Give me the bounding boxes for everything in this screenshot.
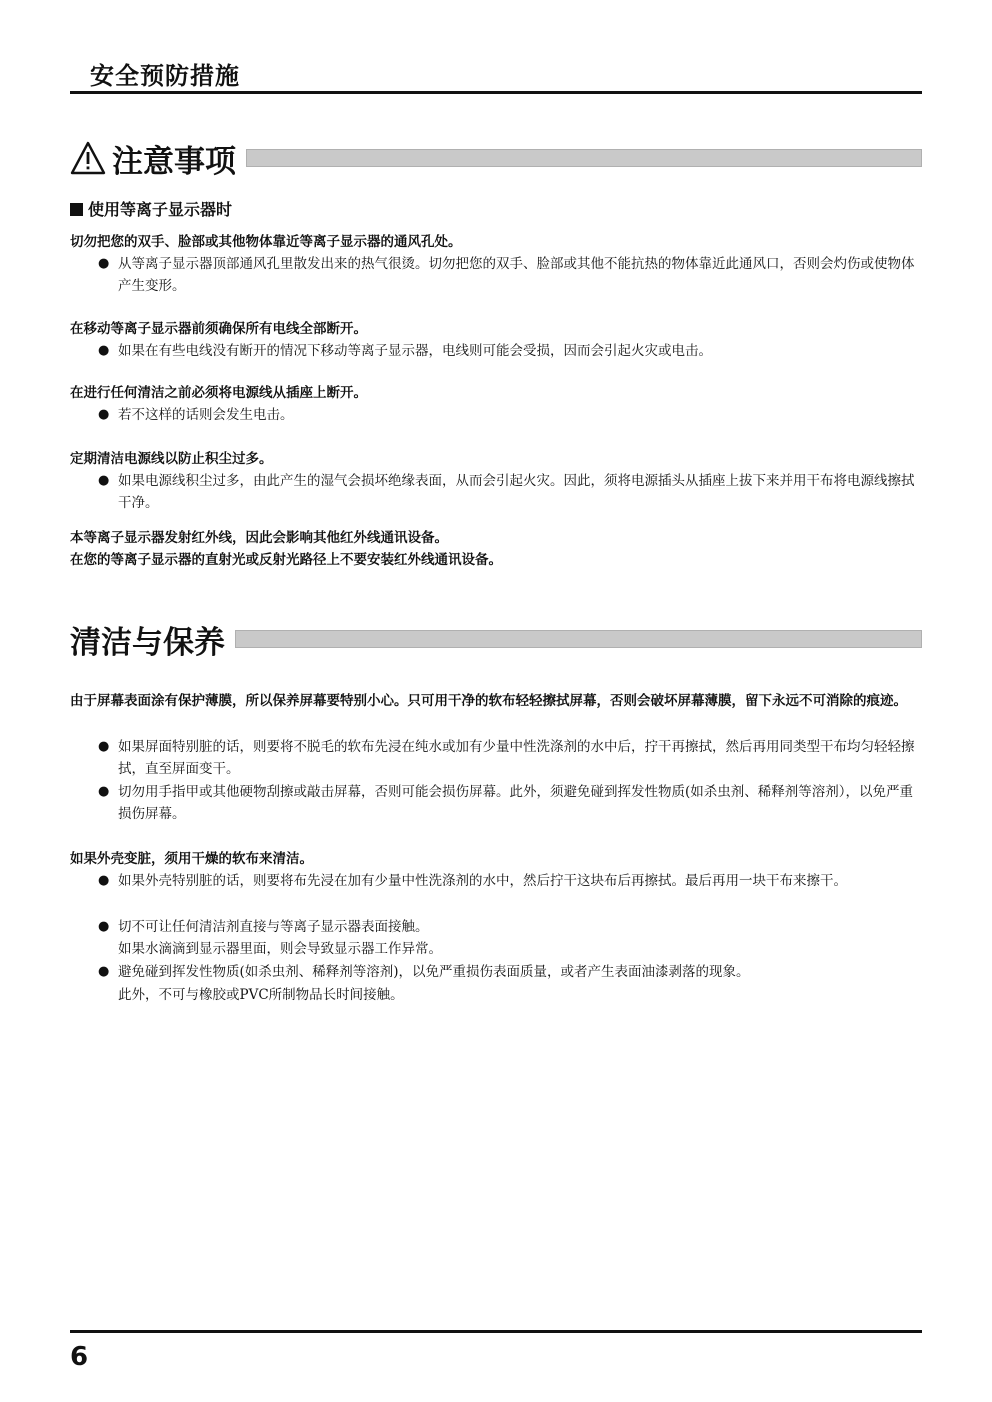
case-care-bullet-1 bbox=[98, 870, 924, 892]
infrared-line-2: 在您的等离子显示器的直射光或反射光路径上不要安装红外线通讯设备。 bbox=[70, 552, 502, 568]
bullet-dot-icon: ● bbox=[98, 964, 110, 979]
caution-heading-bar bbox=[246, 149, 922, 167]
caution-item-1-bullet bbox=[98, 253, 924, 297]
screen-care-bullet-1 bbox=[98, 736, 924, 780]
case-care-bullet-2-text: 切不可让任何清洁剂直接与等离子显示器表面接触。 bbox=[118, 919, 429, 935]
caution-heading-text: 注意事项 bbox=[112, 143, 236, 180]
warning-icon bbox=[70, 141, 106, 175]
bullet-dot-icon: ● bbox=[98, 256, 110, 271]
bullet-dot-icon: ● bbox=[98, 407, 110, 422]
caution-item-4-bullet-text: 如果电源线积尘过多，由此产生的湿气会损坏绝缘表面，从而会引起火灾。因此，须将电源插头从插座上拔下来并用干布将电源线擦拭干净。 bbox=[118, 473, 915, 511]
case-care-intro: 如果外壳变脏，须用干燥的软布来清洁。 bbox=[70, 851, 313, 867]
caution-item-2-bullet bbox=[98, 340, 924, 362]
case-care-bullet-3-text: 避免碰到挥发性物质(如杀虫剂、稀释剂等溶剂)，以免严重损伤表面质量，或者产生表面油漆剥落的现象。 bbox=[118, 964, 750, 980]
screen-care-intro: 由于屏幕表面涂有保护薄膜，所以保养屏幕要特别小心。只可用干净的软布轻轻擦拭屏幕，否则会破坏屏幕薄膜，留下永远不可消除的痕迹。 bbox=[70, 693, 907, 709]
bullet-dot-icon: ● bbox=[98, 784, 110, 799]
bullet-dot-icon: ● bbox=[98, 873, 110, 888]
caution-item-4: 定期清洁电源线以防止积尘过多。 bbox=[70, 451, 273, 467]
caution-heading bbox=[70, 136, 922, 180]
cleaning-heading bbox=[70, 617, 922, 661]
screen-care-bullet-1-text: 如果屏面特别脏的话，则要将不脱毛的软布先浸在纯水或加有少量中性洗涤剂的水中后，拧干再擦拭，然后再用同类型干布均匀轻轻擦拭，直至屏面变干。 bbox=[118, 739, 915, 777]
caution-item-4-bullet bbox=[98, 470, 924, 514]
page-header-title: 安全预防措施 bbox=[90, 62, 240, 90]
square-bullet-icon bbox=[70, 203, 83, 216]
footer-rule bbox=[70, 1330, 922, 1333]
caution-item-3-bullet bbox=[98, 404, 924, 426]
case-care-bullet-2 bbox=[98, 916, 924, 938]
header-rule bbox=[70, 91, 922, 94]
caution-item-2: 在移动等离子显示器前须确保所有电线全部断开。 bbox=[70, 321, 367, 337]
screen-care-bullet-2-text: 切勿用手指甲或其他硬物刮擦或敲击屏幕，否则可能会损伤屏幕。此外，须避免碰到挥发性物质(如杀虫剂、稀释剂等溶剂），以免严重损伤屏幕。 bbox=[118, 784, 914, 822]
caution-item-1: 切勿把您的双手、脸部或其他物体靠近等离子显示器的通风孔处。 bbox=[70, 234, 462, 250]
caution-subheading-text: 使用等离子显示器时 bbox=[88, 200, 233, 219]
caution-item-3-bullet-text: 若不这样的话则会发生电击。 bbox=[118, 407, 294, 423]
caution-item-3: 在进行任何清洁之前必须将电源线从插座上断开。 bbox=[70, 385, 367, 401]
caution-subheading bbox=[70, 197, 232, 220]
bullet-dot-icon: ● bbox=[98, 919, 110, 934]
case-care-bullet-1-text: 如果外壳特别脏的话，则要将布先浸在加有少量中性洗涤剂的水中，然后拧干这块布后再擦拭。最后再用一块干布来擦干。 bbox=[118, 873, 847, 889]
case-care-bullet-2-continuation: 如果水滴滴到显示器里面，则会导致显示器工作异常。 bbox=[118, 941, 442, 957]
case-care-bullet-3 bbox=[98, 961, 924, 983]
bullet-dot-icon: ● bbox=[98, 343, 110, 358]
cleaning-heading-text: 清洁与保养 bbox=[70, 624, 225, 661]
page-number: 6 bbox=[70, 1342, 89, 1372]
caution-item-2-bullet-text: 如果在有些电线没有断开的情况下移动等离子显示器，电线则可能会受损，因而会引起火灾或电击。 bbox=[118, 343, 712, 359]
cleaning-heading-bar bbox=[235, 630, 922, 648]
infrared-line-1: 本等离子显示器发射红外线，因此会影响其他红外线通讯设备。 bbox=[70, 530, 448, 546]
bullet-dot-icon: ● bbox=[98, 739, 110, 754]
bullet-dot-icon: ● bbox=[98, 473, 110, 488]
case-care-bullet-3-continuation: 此外，不可与橡胶或PVC所制物品长时间接触。 bbox=[118, 987, 404, 1003]
caution-item-1-bullet-text: 从等离子显示器顶部通风孔里散发出来的热气很烫。切勿把您的双手、脸部或其他不能抗热的物体靠近此通风口，否则会灼伤或使物体产生变形。 bbox=[118, 256, 915, 294]
screen-care-bullet-2 bbox=[98, 781, 924, 825]
